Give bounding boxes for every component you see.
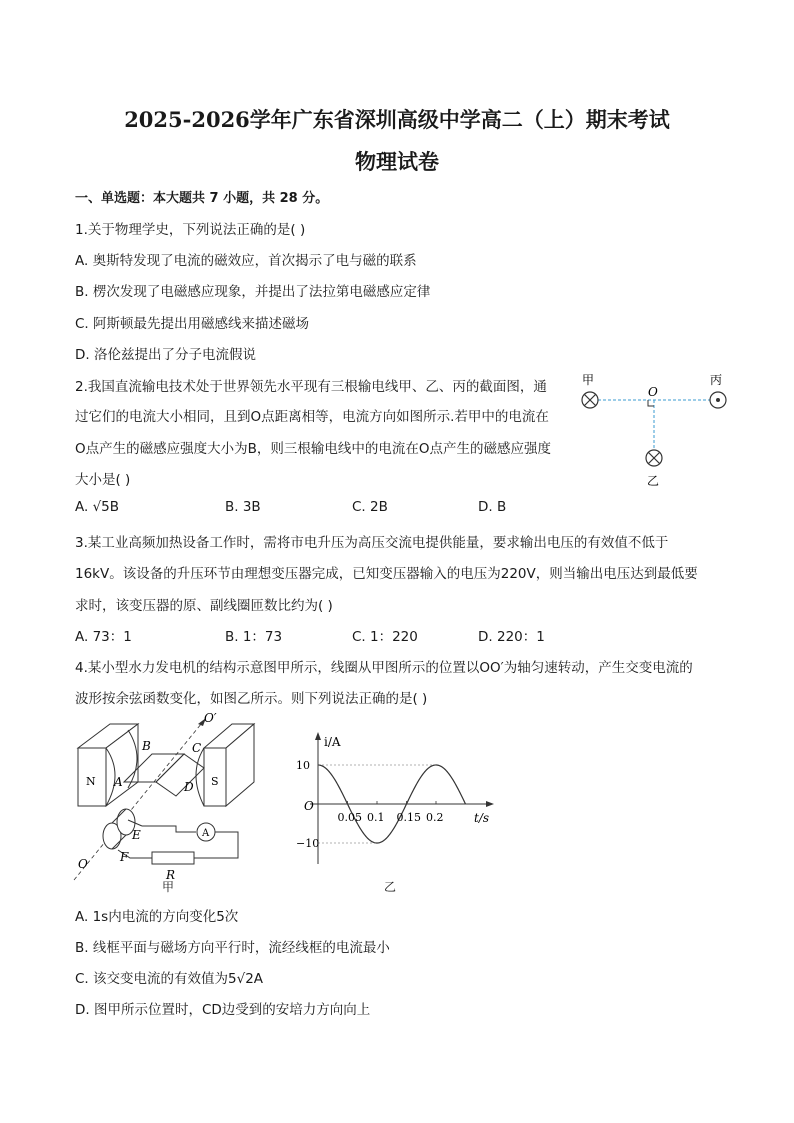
question-1-stem: 1.关于物理学史，下列说法正确的是( ) [75,222,306,238]
svg-text:C: C [192,741,202,755]
question-2-option-d: D. B [478,499,507,515]
svg-text:A: A [114,775,123,789]
section-heading: 一、单选题：本大题共 7 小题，共 28 分。 [75,191,329,206]
y-axis-label: i/A [324,735,341,749]
question-1-option-b: B. 楞次发现了电磁感应现象，并提出了法拉第电磁感应定律 [75,284,431,300]
question-2-line-2: 过它们的电流大小相同，且到O点距离相等，电流方向如图所示.若甲中的电流在 [75,409,549,425]
svg-text:D: D [184,780,194,794]
question-2-option-b: B. 3B [225,499,261,515]
question-2-option-c: C. 2B [352,499,388,515]
origin-label: O [304,799,314,813]
question-2-line-3: O点产生的磁感应强度大小为B，则三根输电线中的电流在O点产生的磁感应强度 [75,441,552,457]
svg-text:A: A [202,828,210,839]
svg-text:N: N [86,775,96,788]
question-2-line-4: 大小是( ) [75,472,131,488]
y-tick-label: −10 [296,837,320,850]
svg-text:E: E [132,828,141,842]
question-3-line-1: 3.某工业高频加热设备工作时，需将市电升压为高压交流电提供能量，要求输出电压的有效值不低于 [75,535,669,551]
svg-text:R: R [166,868,176,882]
x-tick-label: 0.2 [426,811,444,824]
x-tick-label: 0.05 [337,811,362,824]
svg-text:S: S [211,775,219,788]
question-1-option-c: C. 阿斯顿最先提出用磁感线来描述磁场 [75,316,310,332]
page-title: 2025-2026学年广东省深圳高级中学高二（上）期末考试 [124,107,670,132]
x-tick-label: 0.15 [396,811,421,824]
page-subtitle: 物理试卷 [355,149,439,174]
label-o: O [648,385,658,399]
question-4-option-b: B. 线框平面与磁场方向平行时，流经线框的电流最小 [75,940,390,956]
wire-jia-cross-icon [582,392,598,408]
question-3-option-a: A. 73：1 [75,629,132,645]
question-3-line-3: 求时，该变压器的原、副线圈匝数比约为( ) [75,598,333,614]
x-axis-label: t/s [474,811,490,825]
figure-yi-caption: 乙 [384,880,397,894]
question-3-option-c: C. 1：220 [352,629,418,645]
question-4-line-2: 波形按余弦函数变化，如图乙所示。则下列说法正确的是( ) [75,691,428,707]
question-3-option-d: D. 220：1 [478,629,545,645]
svg-text:O: O [78,857,88,871]
question-4-option-d: D. 图甲所示位置时，CD边受到的安培力方向向上 [75,1002,371,1018]
label-yi: 乙 [647,474,660,488]
question-3-line-2: 16kV。该设备的升压环节由理想变压器完成，已知变压器输入的电压为220V，则当输出电压达到最低要 [75,566,698,582]
label-jia: 甲 [582,373,595,387]
wire-bing-dot-icon [710,392,726,408]
question-2-line-1: 2.我国直流输电技术处于世界领先水平现有三根输电线甲、乙、丙的截面图，通 [75,379,547,395]
current-waveform-chart [290,730,500,870]
question-1-option-a: A. 奥斯特发现了电流的磁效应，首次揭示了电与磁的联系 [75,253,417,269]
figure-jia-caption: 甲 [162,880,175,894]
question-3-option-b: B. 1：73 [225,629,283,645]
svg-text:F: F [120,850,129,864]
svg-text:B: B [142,739,151,753]
question-4-option-a: A. 1s内电流的方向变化5次 [75,909,239,925]
question-4-option-c: C. 该交变电流的有效值为5√2A [75,971,264,987]
svg-text:O′: O′ [204,711,217,725]
wire-yi-cross-icon [646,450,662,466]
question-4-line-1: 4.某小型水力发电机的结构示意图甲所示，线圈从甲图所示的位置以OO′为轴匀速转动，产生交变电流的 [75,660,693,676]
question-2-option-a: A. √5B [75,499,120,515]
y-tick-label: 10 [296,759,310,772]
label-bing: 丙 [710,373,723,387]
question-1-option-d: D. 洛伦兹提出了分子电流假说 [75,347,256,363]
question-2-figure [570,370,730,490]
x-tick-label: 0.1 [367,811,385,824]
generator-diagram [66,708,266,893]
resistor-icon [152,852,194,864]
